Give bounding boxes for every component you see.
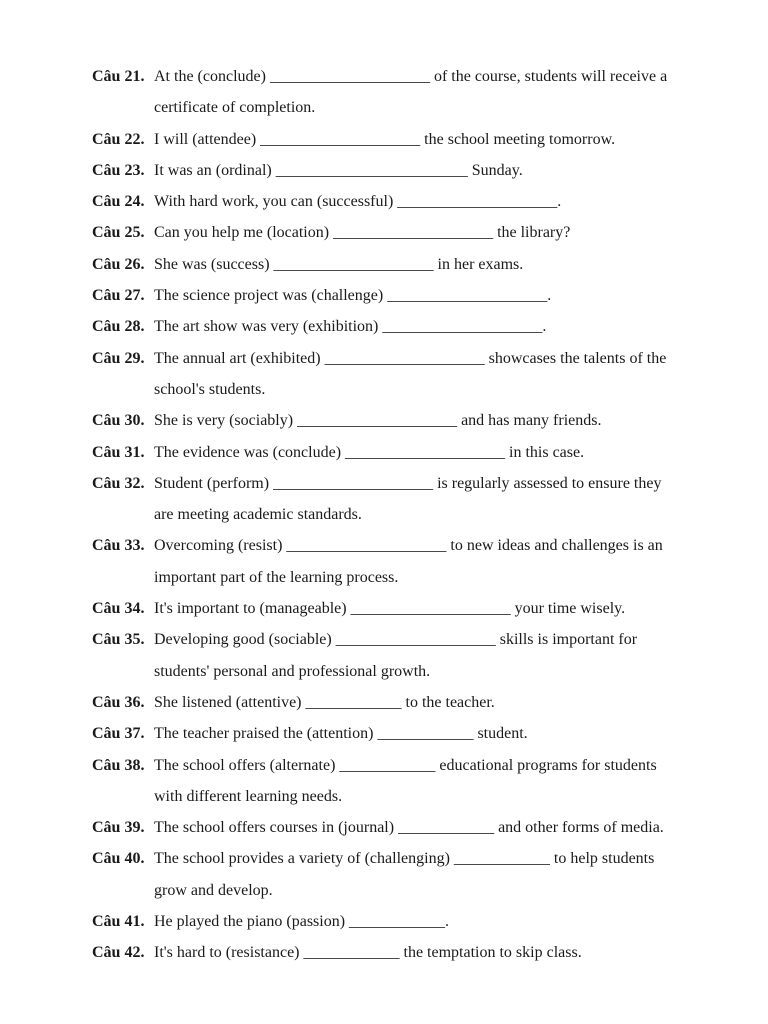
question-text-line: The evidence was (conclude) ____________________ in this case. [154, 443, 585, 461]
question-item [92, 530, 722, 593]
question-text-line: school's students. [154, 380, 266, 398]
question-text [154, 217, 722, 248]
question-item [92, 843, 722, 906]
question-text-line: grow and develop. [154, 881, 273, 899]
question-number: Câu 40. [92, 850, 145, 868]
question-number: Câu 30. [92, 412, 145, 430]
question-text-line: The school offers (alternate) ____________ educational programs for students [154, 756, 657, 774]
question-text-line: She is very (sociably) ____________________ and has many friends. [154, 412, 602, 430]
question-text [154, 812, 722, 843]
question-item [92, 750, 722, 813]
question-item [92, 155, 722, 186]
question-number: Câu 23. [92, 161, 145, 179]
question-item [92, 61, 722, 124]
question-item [92, 718, 722, 749]
question-text [154, 937, 722, 968]
question-number: Câu 38. [92, 756, 145, 774]
question-text-line: Student (perform) ____________________ is regularly assessed to ensure they [154, 474, 662, 492]
question-item [92, 624, 722, 687]
question-text-line: Overcoming (resist) ____________________ to new ideas and challenges is an [154, 537, 663, 555]
question-text-line: are meeting academic standards. [154, 506, 362, 524]
question-number: Câu 37. [92, 725, 145, 743]
question-text [154, 530, 722, 593]
question-text [154, 311, 722, 342]
question-item [92, 311, 722, 342]
question-text [154, 687, 722, 718]
question-item [92, 186, 722, 217]
question-text [154, 343, 722, 406]
question-text [154, 593, 722, 624]
question-text [154, 437, 722, 468]
question-text [154, 624, 722, 687]
question-item [92, 249, 722, 280]
question-number: Câu 42. [92, 944, 145, 962]
question-text [154, 186, 722, 217]
question-item [92, 812, 722, 843]
question-text-line: with different learning needs. [154, 787, 343, 805]
question-text-line: students' personal and professional growth. [154, 662, 431, 680]
question-text-line: Developing good (sociable) ____________________ skills is important for [154, 631, 638, 649]
question-number: Câu 36. [92, 693, 145, 711]
question-item [92, 468, 722, 531]
question-number: Câu 32. [92, 474, 145, 492]
question-text-line: The art show was very (exhibition) ____________________. [154, 318, 547, 336]
question-number: Câu 35. [92, 631, 145, 649]
question-text [154, 468, 722, 531]
question-item [92, 217, 722, 248]
question-text-line: The school provides a variety of (challenging) ____________ to help students [154, 850, 655, 868]
question-text [154, 280, 722, 311]
question-item [92, 405, 722, 436]
question-number: Câu 41. [92, 913, 145, 931]
question-item [92, 437, 722, 468]
question-text [154, 718, 722, 749]
question-number: Câu 33. [92, 537, 145, 555]
question-text [154, 405, 722, 436]
question-text-line: The school offers courses in (journal) ____________ and other forms of media. [154, 819, 664, 837]
question-text-line: It's important to (manageable) ____________________ your time wisely. [154, 600, 626, 618]
question-number: Câu 29. [92, 349, 145, 367]
question-text [154, 843, 722, 906]
question-text-line: It's hard to (resistance) ____________ the temptation to skip class. [154, 944, 582, 962]
question-text-line: At the (conclude) ____________________ of the course, students will receive a [154, 68, 668, 85]
question-text-line: He played the piano (passion) ____________. [154, 913, 450, 931]
question-list [92, 61, 722, 969]
question-text [154, 155, 722, 186]
question-number: Câu 26. [92, 255, 145, 273]
question-item [92, 687, 722, 718]
question-item [92, 124, 722, 155]
question-number: Câu 25. [92, 224, 145, 242]
question-number: Câu 28. [92, 318, 145, 336]
question-text-line: It was an (ordinal) ________________________ Sunday. [154, 161, 523, 179]
question-number: Câu 39. [92, 819, 145, 837]
question-item [92, 343, 722, 406]
question-number: Câu 22. [92, 130, 145, 148]
question-text-line: The science project was (challenge) ____________________. [154, 287, 552, 305]
question-text [154, 124, 722, 155]
question-item [92, 906, 722, 937]
question-text-line: Can you help me (location) ____________________ the library? [154, 224, 571, 242]
question-item [92, 280, 722, 311]
question-text-line: With hard work, you can (successful) ____________________. [154, 193, 562, 211]
question-number: Câu 24. [92, 193, 145, 211]
question-text [154, 61, 722, 124]
question-text-line: The teacher praised the (attention) ____________ student. [154, 725, 528, 743]
question-text-line: The annual art (exhibited) ____________________ showcases the talents of the [154, 349, 667, 367]
question-text [154, 750, 722, 813]
question-text-line: She was (success) ____________________ in her exams. [154, 255, 524, 273]
question-text-line: She listened (attentive) ____________ to the teacher. [154, 693, 495, 711]
question-item [92, 593, 722, 624]
question-text [154, 249, 722, 280]
question-item [92, 937, 722, 968]
question-text-line: important part of the learning process. [154, 568, 399, 586]
question-number: Câu 27. [92, 287, 145, 305]
question-text-line: certificate of completion. [154, 99, 316, 117]
question-number: Câu 34. [92, 600, 145, 618]
question-number: Câu 21. [92, 68, 145, 85]
question-text [154, 906, 722, 937]
question-text-line: I will (attendee) ____________________ the school meeting tomorrow. [154, 130, 616, 148]
question-number: Câu 31. [92, 443, 145, 461]
